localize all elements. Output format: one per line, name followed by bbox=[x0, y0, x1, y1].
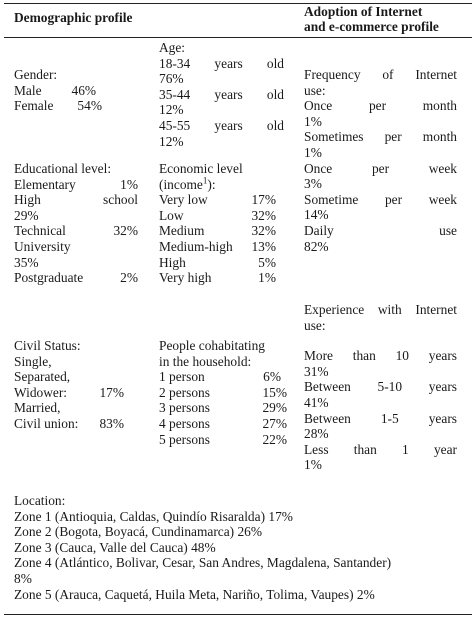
frequency-value: 82% bbox=[304, 238, 329, 254]
frequency-value: 1% bbox=[304, 144, 322, 160]
education-label: High school bbox=[14, 192, 138, 208]
civil-title: Civil Status: bbox=[14, 338, 81, 353]
experience-label: Between 1-5 years bbox=[304, 410, 457, 426]
economic-row: Low 32% bbox=[159, 207, 276, 223]
gender-title: Gender: bbox=[14, 67, 58, 82]
experience-label: Less than 1 year bbox=[304, 441, 457, 457]
location-zone: Zone 4 (Atlántico, Bolivar, Cesar, San Andres, Magdalena, Santander) bbox=[14, 555, 392, 571]
experience-value: 41% bbox=[304, 394, 329, 410]
frequency-value: 14% bbox=[304, 207, 329, 223]
economic-block: Economic level (income$^1$): Very low 17% Low 32% Medium 32% Medium-high 13% High 5% Very high 1% bbox=[159, 161, 276, 286]
economic-row: Very high 1% bbox=[159, 270, 276, 286]
age-label: 35-44 years old bbox=[159, 86, 284, 102]
education-label: University bbox=[14, 238, 71, 254]
footnote-marker: 1 bbox=[202, 175, 208, 186]
household-row: 1 person 6% bbox=[159, 369, 281, 385]
household-row: 5 persons 22% bbox=[159, 431, 287, 447]
age-value: 12% bbox=[159, 133, 184, 149]
experience-label: Between 5-10 years bbox=[304, 379, 457, 395]
table-bottom-rule bbox=[4, 614, 472, 615]
frequency-title: Frequency of Internet bbox=[304, 67, 457, 82]
experience-value: 28% bbox=[304, 426, 329, 442]
frequency-label: Once per week bbox=[304, 160, 457, 176]
education-value: 35% bbox=[14, 254, 39, 270]
location-zone: Zone 1 (Antioquia, Caldas, Quindío Risaralda) 17% bbox=[14, 508, 293, 524]
location-title: Location: bbox=[14, 493, 66, 508]
frequency-label: Sometime per week bbox=[304, 191, 457, 207]
header-rule bbox=[4, 37, 472, 38]
education-row: Postgraduate 2% bbox=[14, 270, 138, 286]
frequency-value: 3% bbox=[304, 176, 322, 192]
gender-block bbox=[14, 67, 118, 114]
age-value: 76% bbox=[159, 71, 184, 87]
age-label: 18-34 years old bbox=[159, 55, 284, 71]
frequency-value: 1% bbox=[304, 113, 322, 129]
frequency-label: Once per month bbox=[304, 98, 457, 114]
experience-label: More than 10 years bbox=[304, 348, 457, 364]
education-row: Technical 32% bbox=[14, 223, 138, 239]
location-block: Location: Zone 1 (Antioquia, Caldas, Quindío Risaralda) 17% Zone 2 (Bogota, Boyacá, Cundinamarca) 26% Zone 3 (Cauca, Valle del Cauca) 48% Zone 4 (Atlántico, Bolivar, Cesar, San Andres, Magdalena, Santander) 8% Zone 5 (Arauca, Caquetá, Huila Meta, Nariño, Tolima, Vaupes) 2% bbox=[14, 493, 470, 602]
experience-value: 31% bbox=[304, 363, 329, 379]
frequency-label: Daily use bbox=[304, 222, 457, 238]
gender-row: Male 46% bbox=[14, 82, 97, 98]
economic-row: Very low 17% bbox=[159, 192, 276, 208]
economic-row: High 5% bbox=[159, 254, 276, 270]
experience-block: Experience with Internet use: More than 10 years 31% Between 5-10 years 41% Between 1-5 years 28% Less than 1 year 1% bbox=[304, 302, 457, 473]
household-row: 4 persons 27% bbox=[159, 415, 287, 431]
education-title: Educational level: bbox=[14, 161, 112, 176]
civil-status-block: Civil Status: Single, Separated, Widower: 17% Married, Civil union: 83% bbox=[14, 338, 124, 431]
header-demographic: Demographic profile bbox=[14, 10, 133, 25]
education-block bbox=[14, 161, 138, 286]
experience-value: 1% bbox=[304, 457, 322, 473]
education-row: Elementary 1% bbox=[14, 176, 138, 192]
household-title: People cohabitating bbox=[159, 338, 265, 353]
economic-title: Economic level bbox=[159, 161, 243, 176]
age-block bbox=[159, 40, 284, 149]
header-adoption-line-1: Adoption of Internet bbox=[304, 4, 423, 19]
header-adoption-line-2: and e-commerce profile bbox=[304, 19, 439, 34]
household-row: 2 persons 15% bbox=[159, 384, 287, 400]
education-value: 29% bbox=[14, 207, 39, 223]
household-block: People cohabitating in the household: 1 person 6% 2 persons 15% 3 persons 29% 4 persons 27% 5 persons 22% bbox=[159, 338, 287, 447]
location-zone: Zone 3 (Cauca, Valle del Cauca) 48% bbox=[14, 539, 216, 555]
location-zone: Zone 2 (Bogota, Boyacá, Cundinamarca) 26% bbox=[14, 524, 263, 540]
age-label: 45-55 years old bbox=[159, 117, 284, 133]
age-value: 12% bbox=[159, 102, 184, 118]
gender-row: Female 54% bbox=[14, 98, 102, 114]
location-zone: Zone 5 (Arauca, Caquetá, Huila Meta, Nariño, Tolima, Vaupes) 2% bbox=[14, 586, 375, 602]
economic-row: Medium-high 13% bbox=[159, 238, 276, 254]
frequency-label: Sometimes per month bbox=[304, 129, 457, 145]
age-title: Age: bbox=[159, 40, 186, 55]
experience-title: Experience with Internet bbox=[304, 302, 457, 317]
frequency-block: Frequency of Internet use: Once per month 1% Sometimes per month 1% Once per week 3% Sometime per week 14% Daily use 82% bbox=[304, 67, 457, 254]
household-row: 3 persons 29% bbox=[159, 400, 287, 416]
economic-row: Medium 32% bbox=[159, 223, 276, 239]
